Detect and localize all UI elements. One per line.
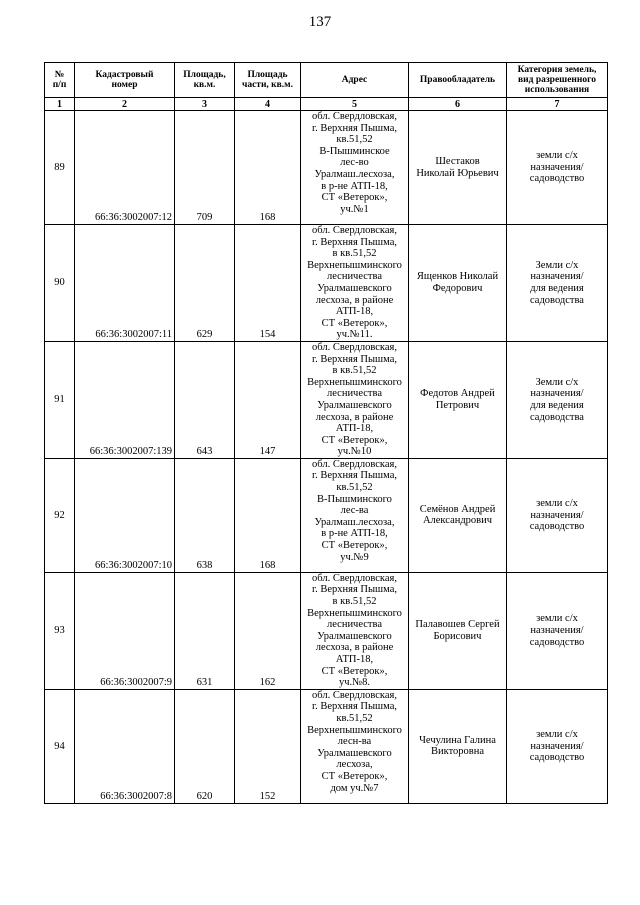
land-category-cell: [507, 341, 608, 458]
address-cell-line: СТ «Ветерок»,: [321, 434, 388, 446]
owner-cell-line: Чечулина Галина: [419, 734, 496, 746]
cadastral-number-cell: 66:36:3002007:11: [75, 225, 175, 342]
address-cell-line: г. Верхняя Пышма,: [311, 122, 398, 134]
table-row: [45, 225, 608, 342]
address-cell-line: Уралмашевского: [317, 630, 392, 642]
address-cell-line: в р-не АТП-18,: [321, 528, 388, 540]
address-cell-line: Верхнепышминского: [307, 724, 402, 736]
owner-cell-line: Федорович: [432, 282, 483, 294]
row-number-cell: 89: [45, 111, 75, 225]
address-cell-line: в р-не АТП-18,: [321, 180, 388, 192]
land-category-cell-line: земли с/х: [536, 150, 578, 162]
address-cell-line: в кв.51,52: [332, 365, 377, 377]
land-category-cell-line: садоводство: [529, 173, 585, 185]
part-area-cell: 147: [235, 341, 301, 458]
address-cell-line: В-Пышминское: [319, 145, 390, 157]
area-cell: 620: [175, 689, 235, 803]
address-cell-line: лесничества: [327, 388, 382, 400]
column-number: 5: [301, 98, 409, 111]
cadastral-number-cell: 66:36:3002007:10: [75, 458, 175, 572]
address-cell: [301, 111, 409, 225]
address-cell-line: уч.№1: [340, 203, 369, 215]
address-cell-line: СТ «Ветерок»,: [321, 540, 388, 552]
owner-cell: [409, 689, 507, 803]
area-cell: 709: [175, 111, 235, 225]
row-number-cell: 94: [45, 689, 75, 803]
address-cell-line: Уралмашевского: [317, 399, 392, 411]
land-category-cell-line: назначения/: [530, 161, 584, 173]
address-cell-line: АТП-18,: [335, 423, 374, 435]
cadastral-number-cell: 66:36:3002007:9: [75, 572, 175, 689]
column-number: 2: [75, 98, 175, 111]
owner-cell-line: Николай Юрьевич: [416, 167, 499, 179]
address-cell-line: СТ «Ветерок»,: [321, 770, 388, 782]
address-cell-line: г. Верхняя Пышма,: [311, 701, 398, 713]
address-cell-line: лесничества: [327, 619, 382, 631]
column-number: 3: [175, 98, 235, 111]
part-area-cell: 168: [235, 458, 301, 572]
address-cell-line: лес-во: [340, 157, 369, 169]
owner-cell-line: Борисович: [433, 630, 482, 642]
header-category: Категория земель, вид разрешенного использования: [507, 63, 608, 98]
address-cell-line: обл. Свердловская,: [312, 689, 397, 701]
land-category-cell-line: садоводство: [529, 752, 585, 764]
area-cell: 638: [175, 458, 235, 572]
address-cell-line: г. Верхняя Пышма,: [311, 353, 398, 365]
owner-cell-line: Шестаков: [435, 155, 480, 167]
land-category-cell-line: для ведения: [530, 399, 584, 411]
row-number-cell: 92: [45, 458, 75, 572]
land-category-cell-line: назначения/: [530, 271, 584, 283]
address-cell-line: лесхоза, в районе: [315, 411, 394, 423]
address-cell-line: кв.51,52: [336, 482, 373, 494]
address-cell-line: СТ «Ветерок»,: [321, 192, 388, 204]
address-cell: [301, 689, 409, 803]
header-area: Площадь, кв.м.: [175, 63, 235, 98]
address-cell-line: СТ «Ветерок»,: [321, 665, 388, 677]
address-cell-line: лесн-ва: [337, 736, 372, 748]
land-category-cell: [507, 225, 608, 342]
owner-cell-line: Ященков Николай: [416, 271, 499, 283]
header-owner: Правообладатель: [409, 63, 507, 98]
land-category-cell-line: земли с/х: [536, 613, 578, 625]
address-cell-line: лес-ва: [340, 505, 369, 517]
address-cell-line: уч.№8.: [338, 677, 371, 689]
owner-cell-line: Семёнов Андрей: [419, 503, 496, 515]
address-cell-line: Верхнепышминского: [307, 376, 402, 388]
address-cell-line: в кв.51,52: [332, 596, 377, 608]
part-area-cell: 162: [235, 572, 301, 689]
part-area-cell: 168: [235, 111, 301, 225]
table-row: [45, 111, 608, 225]
cadastral-number-cell: 66:36:3002007:139: [75, 341, 175, 458]
table-row: [45, 572, 608, 689]
header-part-area: Площадь части, кв.м.: [235, 63, 301, 98]
part-area-cell: 152: [235, 689, 301, 803]
address-cell-line: лесничества: [327, 271, 382, 283]
cadastral-number-cell: 66:36:3002007:8: [75, 689, 175, 803]
address-cell-line: кв.51,52: [336, 134, 373, 146]
column-number: 6: [409, 98, 507, 111]
land-category-cell-line: назначения/: [530, 509, 584, 521]
owner-cell-line: Викторовна: [430, 746, 485, 758]
address-cell-line: в кв.51,52: [332, 248, 377, 260]
address-cell-line: уч.№11.: [336, 329, 373, 341]
land-category-cell: [507, 111, 608, 225]
address-cell-line: АТП-18,: [335, 306, 374, 318]
land-category-cell-line: садоводства: [530, 411, 584, 423]
address-cell-line: уч.№9: [340, 551, 369, 563]
land-plots-table: [44, 62, 608, 804]
owner-cell: [409, 111, 507, 225]
address-cell-line: Уралмаш.лесхоза,: [314, 168, 395, 180]
land-category-cell: [507, 458, 608, 572]
area-cell: 631: [175, 572, 235, 689]
land-category-cell: [507, 572, 608, 689]
column-number: 1: [45, 98, 75, 111]
address-cell-line: г. Верхняя Пышма,: [311, 236, 398, 248]
land-category-cell-line: назначения/: [530, 625, 584, 637]
land-category-cell-line: садоводства: [530, 294, 584, 306]
land-category-cell-line: назначения/: [530, 388, 584, 400]
address-cell-line: лесхоза,: [336, 759, 373, 771]
owner-cell: [409, 458, 507, 572]
owner-cell-line: Палавошев Сергей: [415, 619, 500, 631]
land-category-cell-line: земли с/х: [536, 728, 578, 740]
owner-cell: [409, 341, 507, 458]
address-cell-line: АТП-18,: [335, 654, 374, 666]
row-number-cell: 90: [45, 225, 75, 342]
address-cell-line: обл. Свердловская,: [312, 572, 397, 584]
address-cell-line: СТ «Ветерок»,: [321, 317, 388, 329]
address-cell-line: уч.№10: [337, 446, 372, 458]
owner-cell: [409, 225, 507, 342]
land-category-cell-line: Земли с/х: [535, 376, 579, 388]
owner-cell-line: Александрович: [422, 515, 493, 527]
owner-cell: [409, 572, 507, 689]
address-cell-line: Уралмашевского: [317, 282, 392, 294]
address-cell-line: Верхнепышминского: [307, 607, 402, 619]
address-cell-line: В-Пышминского: [317, 493, 392, 505]
address-cell-line: Верхнепышминского: [307, 259, 402, 271]
land-category-cell-line: назначения/: [530, 740, 584, 752]
address-cell-line: лесхоза, в районе: [315, 642, 394, 654]
address-cell-line: обл. Свердловская,: [312, 225, 397, 236]
land-category-cell: [507, 689, 608, 803]
address-cell-line: г. Верхняя Пышма,: [311, 584, 398, 596]
address-cell-line: кв.51,52: [336, 713, 373, 724]
row-number-cell: 91: [45, 341, 75, 458]
land-category-cell-line: садоводство: [529, 636, 585, 648]
header-row: [45, 63, 608, 98]
column-number: 4: [235, 98, 301, 111]
row-number-cell: 93: [45, 572, 75, 689]
address-cell: [301, 458, 409, 572]
land-category-cell-line: Земли с/х: [535, 259, 579, 271]
address-cell: [301, 572, 409, 689]
address-cell-line: обл. Свердловская,: [312, 458, 397, 470]
address-cell-line: обл. Свердловская,: [312, 111, 397, 122]
part-area-cell: 154: [235, 225, 301, 342]
header-address: Адрес: [301, 63, 409, 98]
owner-cell-line: Петрович: [435, 399, 480, 411]
address-cell-line: лесхоза, в районе: [315, 294, 394, 306]
area-cell: 629: [175, 225, 235, 342]
address-cell-line: обл. Свердловская,: [312, 341, 397, 353]
cadastral-number-cell: 66:36:3002007:12: [75, 111, 175, 225]
page-number: 137: [308, 14, 332, 30]
address-cell-line: дом уч.№7: [330, 782, 379, 794]
table-row: [45, 689, 608, 803]
column-number-row: [45, 98, 608, 111]
address-cell: [301, 225, 409, 342]
land-category-cell-line: садоводство: [529, 521, 585, 533]
area-cell: 643: [175, 341, 235, 458]
owner-cell-line: Федотов Андрей: [420, 388, 495, 400]
column-number: 7: [507, 98, 608, 111]
address-cell-line: Уралмаш.лесхоза,: [314, 516, 395, 528]
table-body: [45, 111, 608, 804]
table-row: [45, 341, 608, 458]
table-row: [45, 458, 608, 572]
address-cell: [301, 341, 409, 458]
header-num: № п/п: [45, 63, 75, 98]
address-cell-line: Уралмашевского: [317, 747, 392, 759]
header-cadastral: Кадастровый номер: [75, 63, 175, 98]
address-cell-line: г. Верхняя Пышма,: [311, 470, 398, 482]
land-category-cell-line: земли с/х: [536, 497, 578, 509]
land-category-cell-line: для ведения: [530, 282, 584, 294]
